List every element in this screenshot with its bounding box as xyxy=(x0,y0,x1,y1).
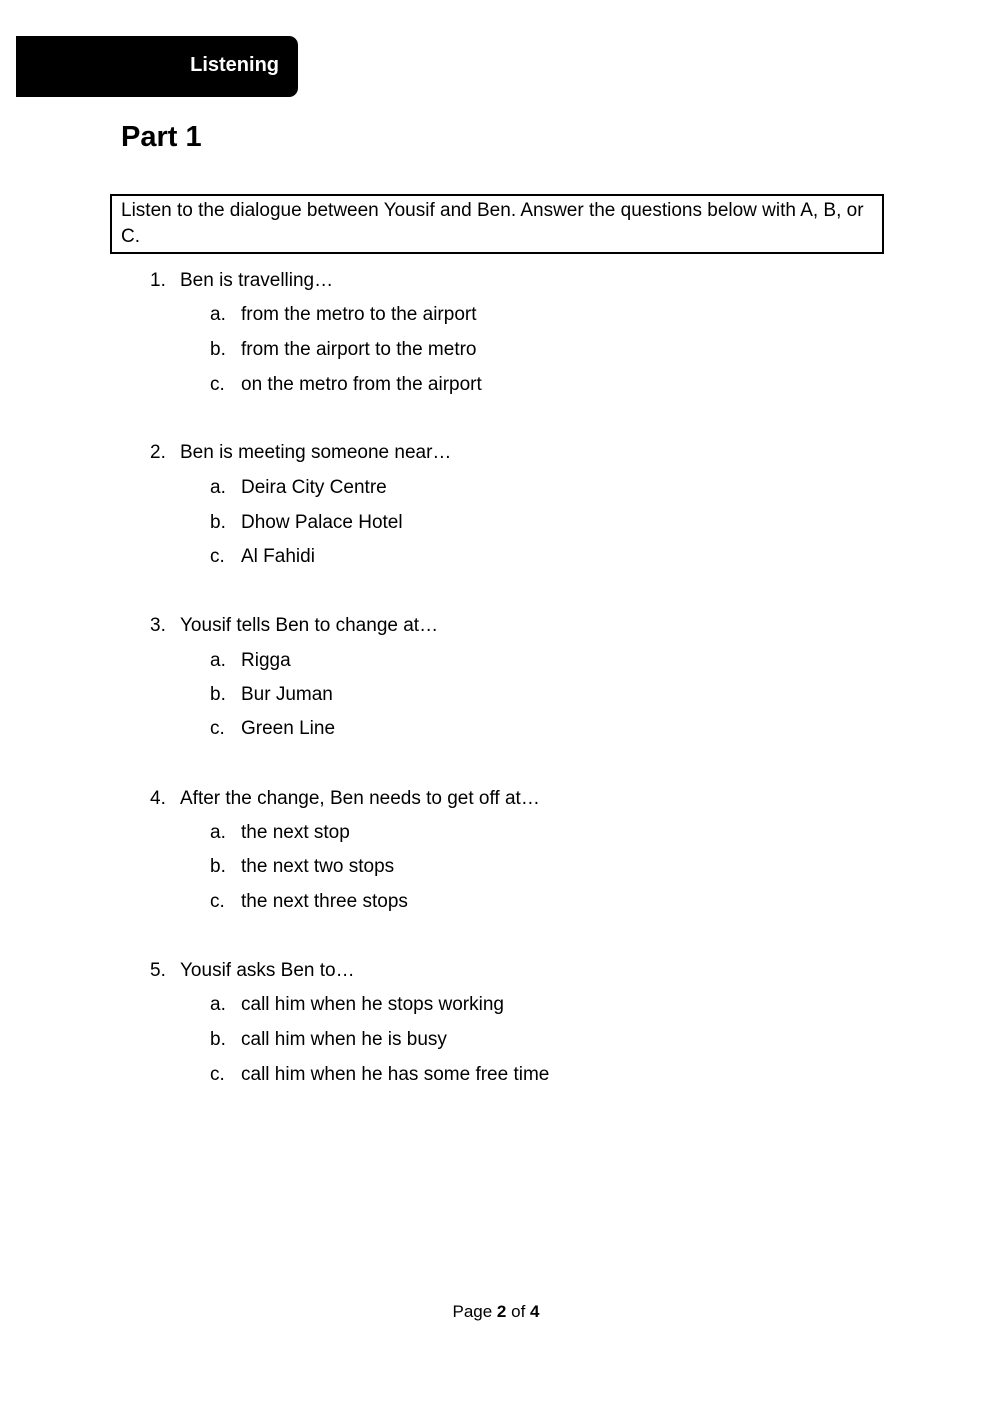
question-text: Yousif tells Ben to change at… xyxy=(180,615,439,636)
section-tab-label: Listening xyxy=(190,54,279,76)
option-text: the next stop xyxy=(241,822,350,843)
page-of: of xyxy=(511,1302,526,1321)
question-stem xyxy=(150,787,540,811)
question-stem xyxy=(150,959,355,983)
option-letter: a. xyxy=(210,994,226,1015)
page-footer xyxy=(0,1301,992,1323)
part-title: Part 1 xyxy=(121,121,202,153)
option-letter: c. xyxy=(210,1064,225,1085)
option-a xyxy=(210,303,477,327)
option-letter: a. xyxy=(210,304,226,325)
option-c xyxy=(210,545,315,569)
option-b xyxy=(210,683,333,707)
option-b xyxy=(210,855,394,879)
option-c xyxy=(210,373,482,397)
option-letter: c. xyxy=(210,891,225,912)
question-number: 1. xyxy=(150,270,166,291)
option-a xyxy=(210,649,291,673)
option-text: Rigga xyxy=(241,650,291,671)
option-letter: c. xyxy=(210,718,225,739)
option-letter: b. xyxy=(210,512,226,533)
option-b xyxy=(210,338,477,362)
instruction-box: Listen to the dialogue between Yousif and Ben. Answer the questions below with A, B, or C. xyxy=(110,194,884,254)
question-text: Ben is meeting someone near… xyxy=(180,442,452,463)
option-a xyxy=(210,821,350,845)
option-letter: b. xyxy=(210,684,226,705)
page-label: Page xyxy=(452,1302,493,1321)
question-stem xyxy=(150,614,438,638)
option-letter: a. xyxy=(210,477,226,498)
question-number: 3. xyxy=(150,615,166,636)
option-text: Al Fahidi xyxy=(241,546,315,567)
option-letter: b. xyxy=(210,1029,226,1050)
section-tab xyxy=(16,36,298,97)
question-stem xyxy=(150,441,451,465)
option-text: Deira City Centre xyxy=(241,477,387,498)
question-number: 4. xyxy=(150,788,166,809)
option-text: on the metro from the airport xyxy=(241,374,482,395)
option-c xyxy=(210,717,335,741)
question-number: 5. xyxy=(150,960,166,981)
option-c xyxy=(210,1063,549,1087)
option-text: Green Line xyxy=(241,718,336,739)
option-text: Dhow Palace Hotel xyxy=(241,512,403,533)
question-stem xyxy=(150,269,333,293)
option-b xyxy=(210,511,403,535)
question-text: Yousif asks Ben to… xyxy=(180,960,355,981)
option-letter: c. xyxy=(210,374,225,395)
option-c xyxy=(210,890,408,914)
option-a xyxy=(210,993,504,1017)
option-letter: a. xyxy=(210,650,226,671)
option-letter: b. xyxy=(210,339,226,360)
option-text: from the airport to the metro xyxy=(241,339,477,360)
option-text: from the metro to the airport xyxy=(241,304,477,325)
current-page: 2 xyxy=(496,1302,507,1321)
option-b xyxy=(210,1028,447,1052)
option-letter: b. xyxy=(210,856,226,877)
option-letter: c. xyxy=(210,546,225,567)
option-a xyxy=(210,476,387,500)
total-pages: 4 xyxy=(530,1302,540,1321)
question-text: After the change, Ben needs to get off at… xyxy=(180,788,540,809)
option-text: call him when he stops working xyxy=(241,994,504,1015)
option-text: the next two stops xyxy=(241,856,395,877)
option-text: Bur Juman xyxy=(241,684,333,705)
option-text: the next three stops xyxy=(241,891,408,912)
option-letter: a. xyxy=(210,822,226,843)
question-text: Ben is travelling… xyxy=(180,270,334,291)
question-number: 2. xyxy=(150,442,166,463)
option-text: call him when he has some free time xyxy=(241,1064,550,1085)
option-text: call him when he is busy xyxy=(241,1029,447,1050)
